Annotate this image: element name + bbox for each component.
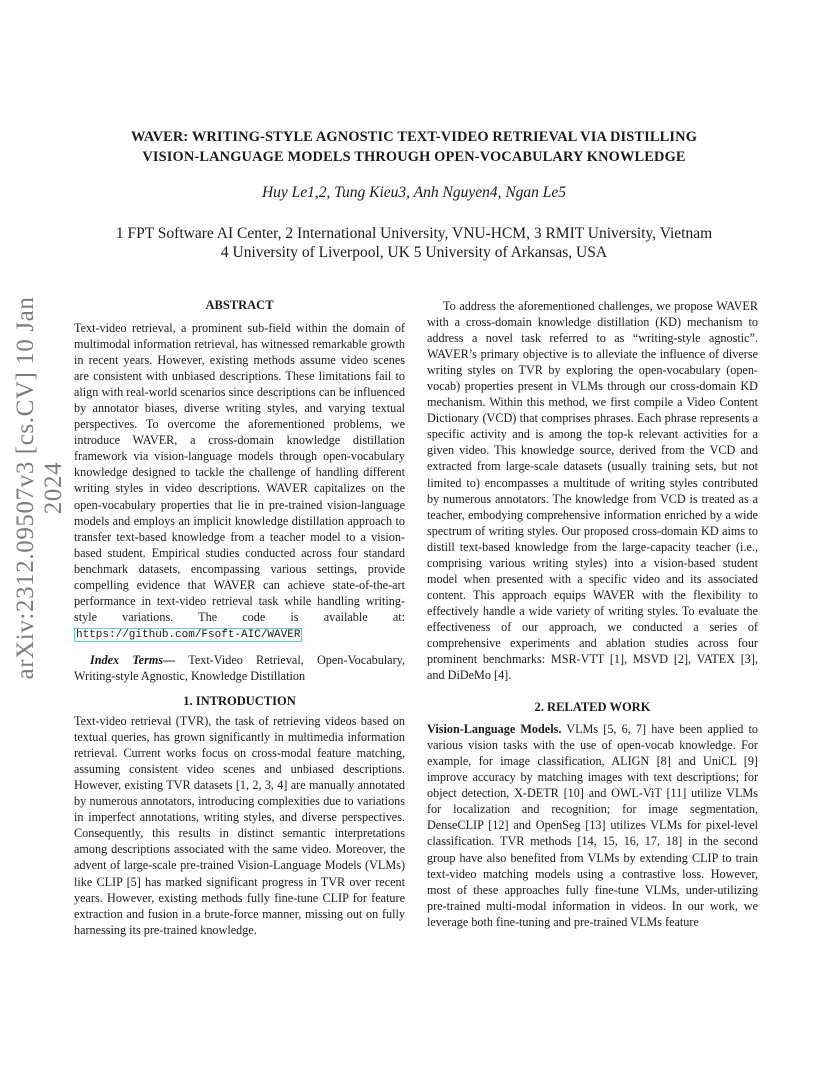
vlm-subheading: Vision-Language Models. bbox=[427, 722, 562, 737]
code-link[interactable]: https://github.com/Fsoft-AIC/WAVER bbox=[76, 628, 301, 641]
abstract-body bbox=[74, 320, 405, 643]
index-terms bbox=[74, 652, 405, 684]
abstract-text: Text-video retrieval, a prominent sub-field within the domain of multimodal information retrieval, has witnessed remarkable growth in recent years. However, existing methods assume video scenes are consistent with unbiased descriptions. These limitations fail to align with real-world scenarios since descriptions can be influenced by annotator biases, diverse writing styles, and varying textual perspectives. To overcome the aforementioned problems, we introduce WAVER, a cross-domain knowledge distillation framework via vision-language models through open-vocabulary knowledge designed to tackle the challenge of handling different writing styles in video descriptions. WAVER capitalizes on the open-vocabulary properties that lie in pre-trained vision-language models and employs an implicit knowledge distillation approach to transfer text-based knowledge from a teacher model to a vision-based student. Empirical studies conducted across four standard benchmark datasets, encompassing various settings, provide compelling evidence that WAVER can achieve state-of-the-art performance in text-video retrieval task while handling writing-style variations. The code is available at: bbox=[74, 321, 405, 624]
title-line-1: WAVER: WRITING-STYLE AGNOSTIC TEXT-VIDEO RETRIEVAL VIA DISTILLING bbox=[130, 129, 698, 145]
index-terms-label: Index Terms— bbox=[90, 652, 176, 667]
related-work-body bbox=[427, 721, 758, 930]
index-terms-text: Text-Video Retrieval, Open-Vocabulary, Writing-style Agnostic, Knowledge Distillation bbox=[74, 652, 405, 683]
arxiv-margin-label: arXiv:2312.09507v3 [cs.CV] 10 Jan 2024 bbox=[12, 296, 67, 680]
paper-title bbox=[60, 127, 768, 167]
introduction-body: Text-video retrieval (TVR), the task of retrieving videos based on textual queries, has grown significantly in multimedia information retrieval. Current works focus on cross-modal feature matching, assuming consistent video scenes and unbiased descriptions. However, existing TVR datasets [1, 2, 3, 4] are manually annotated by numerous annotators, introducing complexities due to variations in imperfect annotations, writing styles, and diverse perspectives. Consequently, this results in distinct semantic interpretations among descriptions associated with the same video. Moreover, the advent of large-scale pre-trained Vision-Language Models (VLMs) like CLIP [5] has marked significant progress in TVR over recent years. However, existing methods fully fine-tune CLIP for feature extraction and fusion in a brute-force manner, missing out on fully harnessing its pre-trained knowledge. bbox=[74, 714, 405, 937]
introduction-heading: 1. INTRODUCTION bbox=[183, 694, 296, 709]
title-line-2: VISION-LANGUAGE MODELS THROUGH OPEN-VOCABULARY KNOWLEDGE bbox=[142, 149, 686, 165]
affiliation-line-1: 1 FPT Software AI Center, 2 International University, VNU-HCM, 3 RMIT University, Vietnam bbox=[115, 225, 713, 242]
author-list: Huy Le1,2, Tung Kieu3, Anh Nguyen4, Ngan Le5 bbox=[261, 184, 567, 201]
left-column bbox=[74, 298, 405, 938]
abstract-heading: ABSTRACT bbox=[205, 298, 274, 312]
affiliations bbox=[60, 224, 768, 262]
intro-continuation: To address the aforementioned challenges, we propose WAVER with a cross-domain knowledge distillation (KD) mechanism to address a novel task referred to as “writing-style agnostic”. WAVER’s primary objective is to alleviate the influence of diverse writing styles on TVR by exploring the open-vocabulary (open-vocab) properties present in VLMs through our cross-domain KD mechanism. Within this method, we first compile a Video Content Dictionary (VCD) that comprises phrases. Each phrase represents a specific activity and is among the top-k relevant activities for a given video. This knowledge source, derived from the VCD and extracted from large-scale datasets (usually training sets, but not limited to) encompasses a multitude of writing styles contributed by numerous annotators. The knowledge from VCD is treated as a teacher, embodying comprehensive information enriched by a wide spectrum of writing styles. Our proposed cross-domain KD aims to distill text-based knowledge from the large-capacity teacher (i.e., comprising various writing styles) into a vision-based student model when presented with a specific video and its associated content. This approach equips WAVER with the flexibility to effectively handle a wide variety of writing styles. To evaluate the effectiveness of our approach, we conducted a series of comprehensive experiments and ablation studies across four prominent benchmarks: MSR-VTT [1], MSVD [2], VATEX [3], and DiDeMo [4]. bbox=[427, 299, 758, 683]
right-column bbox=[427, 298, 758, 930]
related-work-heading: 2. RELATED WORK bbox=[534, 700, 651, 715]
affiliation-line-2: 4 University of Liverpool, UK 5 University of Arkansas, USA bbox=[220, 244, 608, 261]
related-work-text: VLMs [5, 6, 7] have been applied to various vision tasks with the use of open-vocab knowledge. For example, for image classification, ALIGN [8] and UniCL [9] improve accuracy by matching images with text descriptions; for object detection, X-DETR [10] and OWL-ViT [11] utilize VLMs for localization and recognition; for image segmentation, DenseCLIP [12] and OpenSeg [13] utilizes VLMs for pixel-level classification. TVR methods [14, 15, 16, 17, 18] in the second group have also benefited from VLMs by extending CLIP to train text-video matching models using a contrastive loss. However, most of these approaches fully fine-tune VLMs, under-utilizing pre-trained multi-modal information in videos. In our work, we leverage both fine-tuning and pre-trained VLMs feature bbox=[427, 722, 758, 929]
